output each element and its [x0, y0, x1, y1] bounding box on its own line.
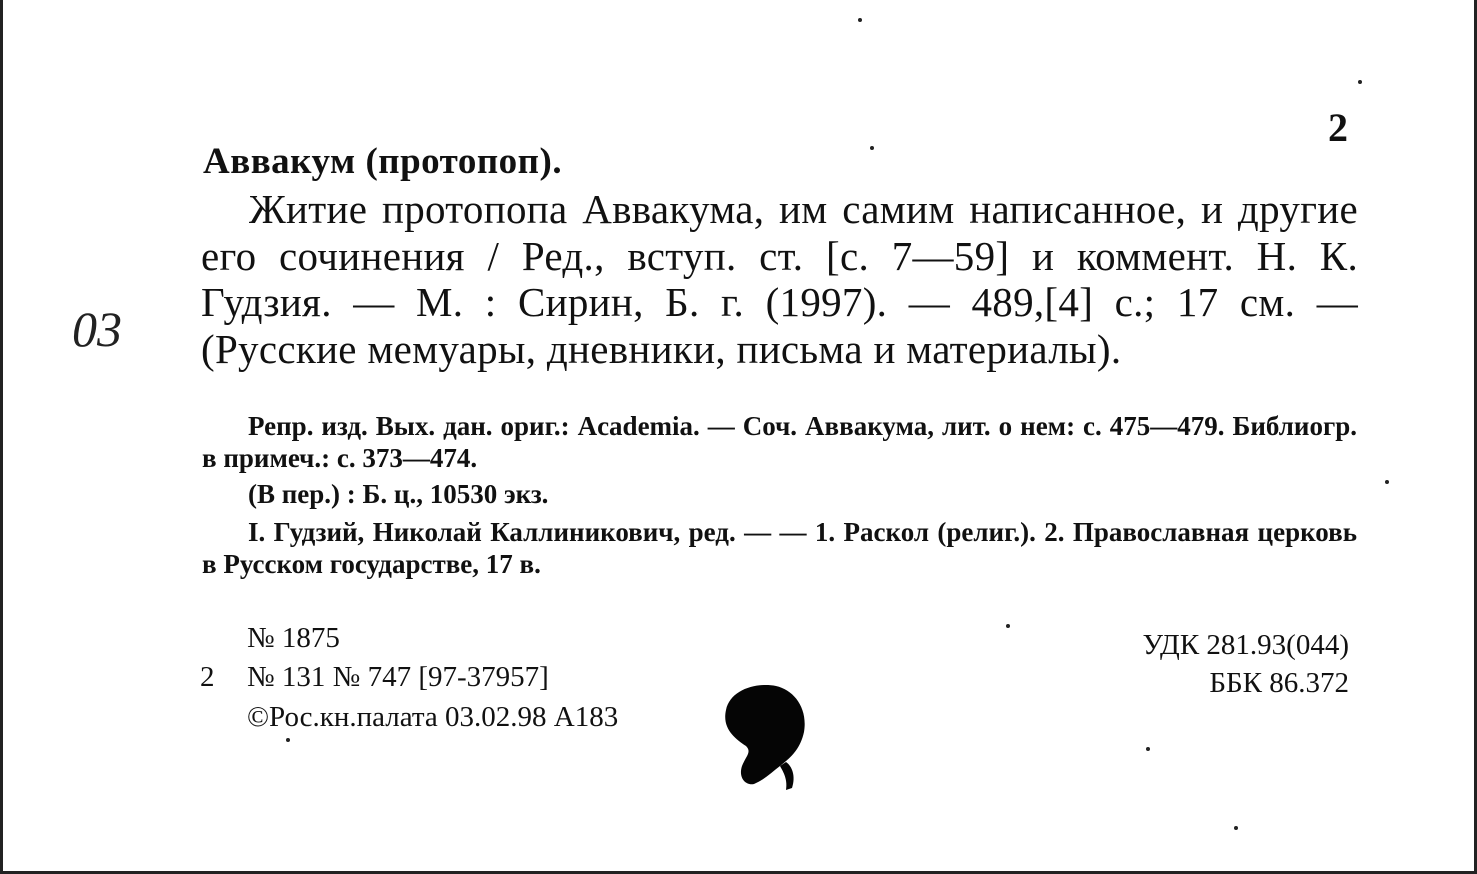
ink-speck	[858, 18, 862, 22]
page-number: 2	[1328, 105, 1348, 150]
bibliographic-description: Житие протопопа Аввакума, им самим написанное, и другие его сочинения / Ред., вступ. ст. [с. 7—59] и коммент. Н. К. Гудзия. — М. : Сирин, Б. г. (1997). — 489,[4] с.; 17 см. — (Русские мемуары, дневники, письма и материалы).	[201, 186, 1358, 372]
binding-price-note: (В пер.) : Б. ц., 10530 экз.	[248, 479, 549, 509]
tracings-note: I. Гудзий, Николай Каллиникович, ред. — — 1. Раскол (религ.). 2. Православная церковь в Русском государстве, 17 в.	[202, 517, 1357, 579]
ink-speck	[1006, 624, 1010, 628]
ink-speck	[870, 146, 874, 150]
copy-count: 2	[200, 661, 215, 693]
handwritten-mark: 03	[72, 301, 122, 357]
chamber-stamp-line: ©Рос.кн.палата 03.02.98 А183	[247, 701, 619, 733]
ink-stain-icon	[716, 680, 808, 792]
registration-codes: № 131 № 747 [97-37957]	[247, 661, 549, 693]
reprint-note: Репр. изд. Вых. дан. ориг.: Academia. — Соч. Аввакума, лит. о нем: с. 475—479. Библиогр. в примеч.: с. 373—474.	[202, 411, 1357, 473]
ink-speck	[1146, 747, 1150, 751]
ink-speck	[286, 738, 290, 742]
left-edge-mark	[0, 0, 3, 874]
bbk-code: ББК 86.372	[1209, 667, 1349, 699]
udc-code: УДК 281.93(044)	[1142, 629, 1349, 661]
ink-speck	[1358, 80, 1362, 84]
ink-speck	[1234, 826, 1238, 830]
author-heading: Аввакум (протопоп).	[203, 141, 563, 182]
registration-number: № 1875	[247, 622, 340, 654]
ink-speck	[1385, 480, 1389, 484]
